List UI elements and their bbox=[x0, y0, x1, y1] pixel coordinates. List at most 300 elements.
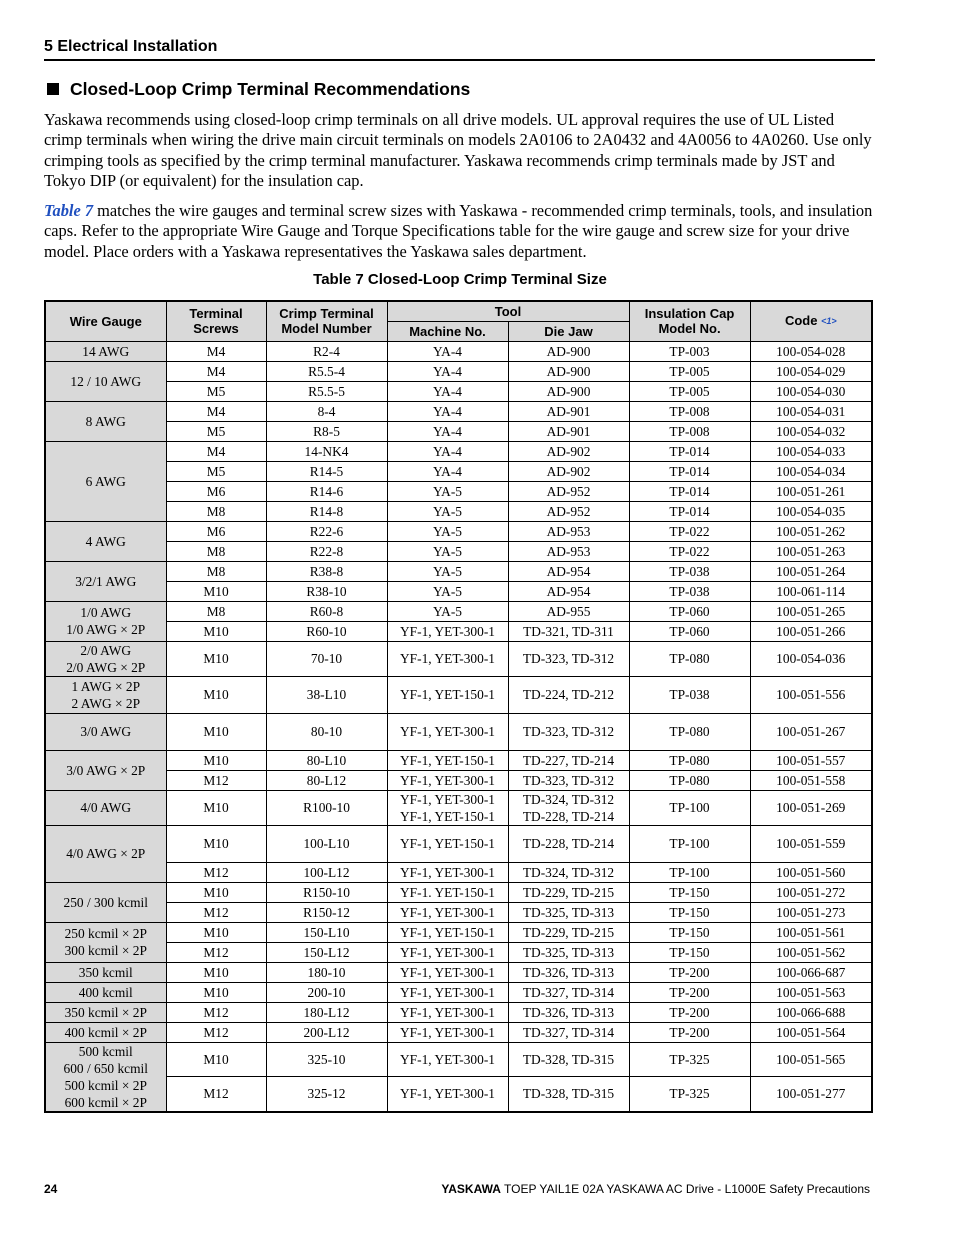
table-row bbox=[45, 441, 872, 461]
table-row bbox=[45, 621, 872, 641]
die-jaw-cell-line: TD-328, TD-315 bbox=[522, 1086, 615, 1102]
crimp-model-cell: R14-5 bbox=[266, 461, 387, 481]
machine-no-cell-line: YA-4 bbox=[432, 423, 462, 439]
table-7-link[interactable]: Table 7 bbox=[44, 201, 94, 220]
die-jaw-cell-line: AD-952 bbox=[546, 483, 591, 499]
table-row bbox=[45, 825, 872, 862]
machine-no-cell-line: YF-1, YET-300-1 bbox=[400, 772, 495, 788]
code-cell: 100-051-565 bbox=[750, 1042, 872, 1077]
terminal-screw-cell: M6 bbox=[166, 521, 266, 541]
insulation-cap-cell: TP-150 bbox=[629, 902, 750, 922]
die-jaw-cell bbox=[508, 641, 629, 676]
wire-gauge-line: 3/2/1 AWG bbox=[75, 573, 137, 589]
code-cell: 100-051-265 bbox=[750, 601, 872, 621]
machine-no-cell bbox=[387, 962, 508, 982]
machine-no-cell bbox=[387, 713, 508, 750]
table-row bbox=[45, 421, 872, 441]
die-jaw-cell bbox=[508, 676, 629, 713]
terminal-screw-cell: M12 bbox=[166, 862, 266, 882]
code-cell: 100-066-687 bbox=[750, 962, 872, 982]
table-row bbox=[45, 942, 872, 962]
terminal-screw-cell: M10 bbox=[166, 825, 266, 862]
machine-no-cell bbox=[387, 641, 508, 676]
code-cell: 100-054-031 bbox=[750, 401, 872, 421]
crimp-model-cell: R38-10 bbox=[266, 581, 387, 601]
machine-no-cell-line: YF-1, YET-150-1 bbox=[400, 687, 495, 702]
insulation-cap-cell: TP-038 bbox=[629, 561, 750, 581]
machine-no-cell-line: YF-1, YET-300-1 bbox=[400, 791, 495, 807]
machine-no-cell-line: YA-5 bbox=[432, 603, 462, 619]
code-cell: 100-051-556 bbox=[750, 676, 872, 713]
crimp-model-cell: 325-12 bbox=[266, 1077, 387, 1112]
die-jaw-cell-line: TD-229, TD-215 bbox=[522, 884, 615, 900]
wire-gauge-cell bbox=[45, 1002, 166, 1022]
wire-gauge-cell bbox=[45, 982, 166, 1002]
crimp-model-cell: 325-10 bbox=[266, 1042, 387, 1077]
terminal-screw-cell: M10 bbox=[166, 581, 266, 601]
insulation-cap-cell: TP-060 bbox=[629, 601, 750, 621]
insulation-cap-cell: TP-200 bbox=[629, 1002, 750, 1022]
table-row bbox=[45, 461, 872, 481]
header-insulation-cap: Insulation Cap Model No. bbox=[629, 301, 750, 341]
table-row bbox=[45, 882, 872, 902]
code-cell: 100-051-564 bbox=[750, 1022, 872, 1042]
die-jaw-cell bbox=[508, 750, 629, 770]
wire-gauge-line: 250 kcmil × 2P bbox=[64, 926, 147, 941]
terminal-screw-cell: M10 bbox=[166, 676, 266, 713]
wire-gauge-line: 500 kcmil × 2P bbox=[64, 1077, 147, 1093]
wire-gauge-line: 4/0 AWG bbox=[80, 800, 132, 815]
paragraph-intro: Yaskawa recommends using closed-loop crimp terminals on all drive models. UL approval requires the use of UL Listed crimp terminals when wiring the drive main circuit terminals on models 2A0106 to 2A0432 and 4A0056 to 4A0260. Use only crimping tools as specified by the crimp terminal manufacturer. Yaskawa recommends crimp terminals made by JST and Tokyo DIP (or equivalent) for the insulation cap. bbox=[44, 110, 872, 190]
table-row bbox=[45, 982, 872, 1002]
code-cell: 100-054-029 bbox=[750, 361, 872, 381]
crimp-model-cell: R2-4 bbox=[266, 341, 387, 361]
machine-no-cell-line: YF-1, YET-300-1 bbox=[400, 724, 495, 739]
insulation-cap-cell: TP-150 bbox=[629, 882, 750, 902]
wire-gauge-cell bbox=[45, 361, 166, 401]
table-row bbox=[45, 581, 872, 601]
machine-no-cell-line: YF-1, YET-300-1 bbox=[400, 944, 495, 960]
code-cell: 100-051-273 bbox=[750, 902, 872, 922]
terminal-screw-cell: M8 bbox=[166, 501, 266, 521]
terminal-screw-cell: M10 bbox=[166, 922, 266, 942]
die-jaw-cell-line: AD-952 bbox=[546, 503, 591, 519]
terminal-screw-cell: M12 bbox=[166, 1002, 266, 1022]
wire-gauge-line: 400 kcmil × 2P bbox=[64, 1024, 147, 1040]
code-cell: 100-054-034 bbox=[750, 461, 872, 481]
machine-no-cell-line: YA-4 bbox=[432, 463, 462, 479]
code-cell: 100-051-266 bbox=[750, 621, 872, 641]
die-jaw-cell-line: TD-324, TD-312 bbox=[522, 791, 615, 807]
crimp-model-cell: R100-10 bbox=[266, 790, 387, 825]
machine-no-cell bbox=[387, 750, 508, 770]
insulation-cap-cell: TP-080 bbox=[629, 713, 750, 750]
machine-no-cell bbox=[387, 541, 508, 561]
wire-gauge-line: 2/0 AWG × 2P bbox=[66, 659, 146, 675]
crimp-model-cell: R150-12 bbox=[266, 902, 387, 922]
terminal-screw-cell: M8 bbox=[166, 541, 266, 561]
die-jaw-cell bbox=[508, 790, 629, 825]
wire-gauge-cell bbox=[45, 521, 166, 561]
crimp-model-cell: R14-6 bbox=[266, 481, 387, 501]
wire-gauge-line: 8 AWG bbox=[85, 413, 126, 429]
code-cell: 100-051-277 bbox=[750, 1077, 872, 1112]
insulation-cap-cell: TP-100 bbox=[629, 862, 750, 882]
insulation-cap-cell: TP-014 bbox=[629, 501, 750, 521]
code-cell: 100-051-563 bbox=[750, 982, 872, 1002]
wire-gauge-cell bbox=[45, 962, 166, 982]
header-code bbox=[750, 301, 872, 341]
terminal-screw-cell: M12 bbox=[166, 1077, 266, 1112]
wire-gauge-line: 1/0 AWG × 2P bbox=[66, 622, 146, 637]
terminal-screw-cell: M8 bbox=[166, 601, 266, 621]
header-terminal-screws: Terminal Screws bbox=[166, 301, 266, 341]
insulation-cap-cell: TP-150 bbox=[629, 922, 750, 942]
table-row bbox=[45, 361, 872, 381]
insulation-cap-cell: TP-038 bbox=[629, 581, 750, 601]
footer-doc-title: TOEP YAIL1E 02A YASKAWA AC Drive - L1000E Safety Precautions bbox=[500, 1182, 870, 1196]
heading bbox=[47, 79, 470, 100]
die-jaw-cell bbox=[508, 441, 629, 461]
code-cell: 100-051-562 bbox=[750, 942, 872, 962]
machine-no-cell-line: YF-1. YET-150-1 bbox=[400, 884, 495, 900]
crimp-model-cell: 150-L10 bbox=[266, 922, 387, 942]
header-machine-no: Machine No. bbox=[387, 321, 508, 341]
code-cell: 100-054-028 bbox=[750, 341, 872, 361]
header-wire-gauge: Wire Gauge bbox=[45, 301, 166, 341]
machine-no-cell-line: YA-5 bbox=[432, 523, 462, 539]
die-jaw-cell bbox=[508, 501, 629, 521]
terminal-screw-cell: M8 bbox=[166, 561, 266, 581]
die-jaw-cell-line: TD-323, TD-312 bbox=[522, 651, 615, 666]
machine-no-cell-line: YA-4 bbox=[432, 403, 462, 419]
terminal-screw-cell: M10 bbox=[166, 882, 266, 902]
table-row bbox=[45, 341, 872, 361]
machine-no-cell bbox=[387, 1042, 508, 1077]
wire-gauge-cell bbox=[45, 401, 166, 441]
machine-no-cell bbox=[387, 882, 508, 902]
crimp-model-cell: 100-L12 bbox=[266, 862, 387, 882]
section-header: 5 Electrical Installation bbox=[44, 36, 875, 61]
die-jaw-cell bbox=[508, 521, 629, 541]
crimp-model-cell: R38-8 bbox=[266, 561, 387, 581]
die-jaw-cell-line: TD-327, TD-314 bbox=[522, 984, 615, 1000]
insulation-cap-cell: TP-060 bbox=[629, 621, 750, 641]
terminal-screw-cell: M12 bbox=[166, 1022, 266, 1042]
die-jaw-cell-line: AD-902 bbox=[546, 463, 591, 479]
die-jaw-cell-line: TD-327, TD-314 bbox=[522, 1024, 615, 1040]
machine-no-cell-line: YA-5 bbox=[432, 483, 462, 499]
wire-gauge-cell bbox=[45, 750, 166, 790]
machine-no-cell-line: YF-1, YET-300-1 bbox=[400, 864, 495, 880]
die-jaw-cell bbox=[508, 1042, 629, 1077]
terminal-screw-cell: M5 bbox=[166, 421, 266, 441]
code-cell: 100-051-269 bbox=[750, 790, 872, 825]
code-cell: 100-066-688 bbox=[750, 1002, 872, 1022]
die-jaw-cell-line: TD-323, TD-312 bbox=[522, 724, 615, 739]
crimp-model-cell: R60-10 bbox=[266, 621, 387, 641]
table-row bbox=[45, 922, 872, 942]
code-cell: 100-051-264 bbox=[750, 561, 872, 581]
die-jaw-cell bbox=[508, 1077, 629, 1112]
die-jaw-cell bbox=[508, 481, 629, 501]
die-jaw-cell bbox=[508, 541, 629, 561]
machine-no-cell-line: YA-4 bbox=[432, 383, 462, 399]
crimp-model-cell: 14-NK4 bbox=[266, 441, 387, 461]
terminal-screw-cell: M12 bbox=[166, 942, 266, 962]
die-jaw-cell bbox=[508, 421, 629, 441]
die-jaw-cell-line: TD-326, TD-313 bbox=[522, 1004, 615, 1020]
die-jaw-cell-line: TD-326, TD-313 bbox=[522, 964, 615, 980]
terminal-screw-cell: M12 bbox=[166, 902, 266, 922]
code-cell: 100-061-114 bbox=[750, 581, 872, 601]
code-cell: 100-054-035 bbox=[750, 501, 872, 521]
die-jaw-cell-line: AD-901 bbox=[546, 423, 591, 439]
code-cell: 100-054-036 bbox=[750, 641, 872, 676]
wire-gauge-cell bbox=[45, 713, 166, 750]
wire-gauge-line: 300 kcmil × 2P bbox=[64, 943, 147, 958]
die-jaw-cell-line: AD-902 bbox=[546, 443, 591, 459]
machine-no-cell-line: YF-1, YET-300-1 bbox=[400, 964, 495, 980]
wire-gauge-cell bbox=[45, 676, 166, 713]
terminal-screw-cell: M10 bbox=[166, 641, 266, 676]
wire-gauge-cell bbox=[45, 441, 166, 521]
table-row bbox=[45, 1022, 872, 1042]
machine-no-cell-line: YF-1, YET-300-1 bbox=[400, 984, 495, 1000]
die-jaw-cell-line: AD-955 bbox=[546, 603, 591, 619]
die-jaw-cell bbox=[508, 770, 629, 790]
insulation-cap-cell: TP-005 bbox=[629, 381, 750, 401]
wire-gauge-line: 1/0 AWG bbox=[80, 605, 132, 620]
terminal-screw-cell: M10 bbox=[166, 962, 266, 982]
wire-gauge-line: 600 / 650 kcmil bbox=[63, 1060, 148, 1076]
table-row bbox=[45, 381, 872, 401]
machine-no-cell bbox=[387, 441, 508, 461]
crimp-model-cell: R150-10 bbox=[266, 882, 387, 902]
code-cell: 100-054-033 bbox=[750, 441, 872, 461]
machine-no-cell bbox=[387, 1002, 508, 1022]
terminal-screw-cell: M10 bbox=[166, 790, 266, 825]
table-row bbox=[45, 713, 872, 750]
insulation-cap-cell: TP-325 bbox=[629, 1042, 750, 1077]
insulation-cap-cell: TP-008 bbox=[629, 401, 750, 421]
crimp-model-cell: 100-L10 bbox=[266, 825, 387, 862]
die-jaw-cell bbox=[508, 461, 629, 481]
die-jaw-cell bbox=[508, 862, 629, 882]
crimp-model-cell: 200-10 bbox=[266, 982, 387, 1002]
machine-no-cell bbox=[387, 581, 508, 601]
code-cell: 100-051-557 bbox=[750, 750, 872, 770]
wire-gauge-line: 1 AWG × 2P bbox=[71, 678, 141, 694]
table-row bbox=[45, 676, 872, 713]
wire-gauge-cell bbox=[45, 561, 166, 601]
die-jaw-cell bbox=[508, 601, 629, 621]
die-jaw-cell bbox=[508, 1022, 629, 1042]
code-cell: 100-051-272 bbox=[750, 882, 872, 902]
crimp-model-cell: 150-L12 bbox=[266, 942, 387, 962]
terminal-screw-cell: M4 bbox=[166, 361, 266, 381]
wire-gauge-cell bbox=[45, 341, 166, 361]
insulation-cap-cell: TP-008 bbox=[629, 421, 750, 441]
machine-no-cell bbox=[387, 521, 508, 541]
terminal-screw-cell: M10 bbox=[166, 750, 266, 770]
die-jaw-cell-line: TD-323, TD-312 bbox=[522, 772, 615, 788]
machine-no-cell bbox=[387, 790, 508, 825]
machine-no-cell-line: YF-1, YET-300-1 bbox=[400, 1086, 495, 1102]
crimp-model-cell: R5.5-4 bbox=[266, 361, 387, 381]
machine-no-cell-line: YF-1, YET-300-1 bbox=[400, 1004, 495, 1020]
table-row bbox=[45, 750, 872, 770]
die-jaw-cell bbox=[508, 621, 629, 641]
footer-doc-info bbox=[441, 1182, 870, 1196]
machine-no-cell bbox=[387, 501, 508, 521]
wire-gauge-cell bbox=[45, 1022, 166, 1042]
insulation-cap-cell: TP-080 bbox=[629, 750, 750, 770]
insulation-cap-cell: TP-080 bbox=[629, 641, 750, 676]
wire-gauge-line: 250 / 300 kcmil bbox=[63, 894, 148, 910]
wire-gauge-cell bbox=[45, 882, 166, 922]
wire-gauge-line: 350 kcmil bbox=[78, 964, 133, 980]
crimp-model-cell: R60-8 bbox=[266, 601, 387, 621]
machine-no-cell-line: YA-4 bbox=[432, 343, 462, 359]
wire-gauge-line: 4/0 AWG × 2P bbox=[66, 846, 146, 861]
wire-gauge-line: 2/0 AWG bbox=[80, 642, 132, 658]
code-cell: 100-051-262 bbox=[750, 521, 872, 541]
code-footnote-link[interactable]: <1> bbox=[821, 316, 837, 327]
insulation-cap-cell: TP-080 bbox=[629, 770, 750, 790]
machine-no-cell bbox=[387, 381, 508, 401]
die-jaw-cell bbox=[508, 561, 629, 581]
machine-no-cell bbox=[387, 862, 508, 882]
header-code-text: Code bbox=[784, 313, 818, 329]
insulation-cap-cell: TP-200 bbox=[629, 962, 750, 982]
wire-gauge-line: 500 kcmil bbox=[78, 1043, 133, 1059]
wire-gauge-cell bbox=[45, 790, 166, 825]
wire-gauge-line: 6 AWG bbox=[85, 473, 126, 489]
crimp-model-cell: 80-L12 bbox=[266, 770, 387, 790]
table-row bbox=[45, 601, 872, 621]
machine-no-cell bbox=[387, 942, 508, 962]
die-jaw-cell-line: TD-228, TD-214 bbox=[522, 836, 615, 851]
table-row bbox=[45, 1002, 872, 1022]
terminal-screw-cell: M10 bbox=[166, 621, 266, 641]
insulation-cap-cell: TP-003 bbox=[629, 341, 750, 361]
terminal-screw-cell: M10 bbox=[166, 982, 266, 1002]
table-row bbox=[45, 902, 872, 922]
die-jaw-cell-line: AD-954 bbox=[546, 583, 591, 599]
table-row bbox=[45, 541, 872, 561]
table-row bbox=[45, 862, 872, 882]
code-cell: 100-054-032 bbox=[750, 421, 872, 441]
machine-no-cell bbox=[387, 401, 508, 421]
table-row bbox=[45, 790, 872, 825]
table-row bbox=[45, 501, 872, 521]
wire-gauge-line: 3/0 AWG × 2P bbox=[66, 762, 146, 778]
die-jaw-cell bbox=[508, 902, 629, 922]
terminal-screw-cell: M4 bbox=[166, 441, 266, 461]
crimp-model-cell: 80-10 bbox=[266, 713, 387, 750]
die-jaw-cell-line: AD-954 bbox=[546, 563, 591, 579]
table-caption: Table 7 Closed-Loop Crimp Terminal Size bbox=[313, 271, 607, 288]
wire-gauge-cell bbox=[45, 825, 166, 882]
header-crimp-model: Crimp Terminal Model Number bbox=[266, 301, 387, 341]
insulation-cap-cell: TP-022 bbox=[629, 521, 750, 541]
die-jaw-cell bbox=[508, 713, 629, 750]
terminal-screw-cell: M5 bbox=[166, 381, 266, 401]
header-tool: Tool bbox=[387, 301, 629, 321]
machine-no-cell bbox=[387, 982, 508, 1002]
machine-no-cell bbox=[387, 421, 508, 441]
machine-no-cell bbox=[387, 621, 508, 641]
page-number: 24 bbox=[44, 1182, 58, 1196]
table-row bbox=[45, 1042, 872, 1077]
die-jaw-cell-line: TD-325, TD-313 bbox=[522, 904, 615, 920]
machine-no-cell bbox=[387, 825, 508, 862]
code-cell: 100-051-267 bbox=[750, 713, 872, 750]
die-jaw-cell bbox=[508, 581, 629, 601]
crimp-model-cell: R14-8 bbox=[266, 501, 387, 521]
crimp-model-cell: 180-10 bbox=[266, 962, 387, 982]
table-row bbox=[45, 561, 872, 581]
crimp-terminal-table bbox=[44, 300, 873, 1113]
machine-no-cell-line: YA-5 bbox=[432, 543, 462, 559]
crimp-model-cell: R22-6 bbox=[266, 521, 387, 541]
machine-no-cell bbox=[387, 461, 508, 481]
machine-no-cell-line: YA-4 bbox=[432, 363, 462, 379]
machine-no-cell-line: YF-1, YET-150-1 bbox=[400, 836, 495, 851]
wire-gauge-cell bbox=[45, 601, 166, 641]
die-jaw-cell-line: AD-900 bbox=[546, 343, 591, 359]
die-jaw-cell-line: AD-953 bbox=[546, 543, 591, 559]
insulation-cap-cell: TP-200 bbox=[629, 1022, 750, 1042]
table-body bbox=[45, 341, 872, 1112]
machine-no-cell bbox=[387, 676, 508, 713]
insulation-cap-cell: TP-014 bbox=[629, 461, 750, 481]
die-jaw-cell bbox=[508, 1002, 629, 1022]
wire-gauge-cell bbox=[45, 641, 166, 676]
die-jaw-cell-line: TD-321, TD-311 bbox=[523, 623, 614, 639]
code-cell: 100-051-561 bbox=[750, 922, 872, 942]
paragraph-table-reference-text: matches the wire gauges and terminal screw sizes with Yaskawa - recommended crimp terminals, tools, and insulation caps. Refer to the appropriate Wire Gauge and Torque Specifications table for the wire gauge and screw size for your drive model. Place orders with a Yaskawa representatives the Yaskawa sales department. bbox=[44, 201, 873, 261]
machine-no-cell bbox=[387, 481, 508, 501]
heading-text: Closed-Loop Crimp Terminal Recommendations bbox=[70, 79, 471, 99]
machine-no-cell-line: YF-1, YET-300-1 bbox=[400, 623, 495, 639]
machine-no-cell bbox=[387, 601, 508, 621]
machine-no-cell-line: YA-5 bbox=[432, 583, 462, 599]
wire-gauge-line: 3/0 AWG bbox=[80, 724, 132, 739]
die-jaw-cell-line: AD-953 bbox=[546, 523, 591, 539]
crimp-model-cell: 8-4 bbox=[266, 401, 387, 421]
die-jaw-cell bbox=[508, 962, 629, 982]
wire-gauge-cell bbox=[45, 1042, 166, 1112]
machine-no-cell-line: YA-5 bbox=[432, 503, 462, 519]
insulation-cap-cell: TP-014 bbox=[629, 441, 750, 461]
die-jaw-cell-line: TD-224, TD-212 bbox=[522, 687, 615, 702]
die-jaw-cell bbox=[508, 942, 629, 962]
crimp-model-cell: R8-5 bbox=[266, 421, 387, 441]
terminal-screw-cell: M4 bbox=[166, 341, 266, 361]
crimp-model-cell: R5.5-5 bbox=[266, 381, 387, 401]
machine-no-cell-line: YF-1, YET-150-1 bbox=[400, 924, 495, 940]
machine-no-cell bbox=[387, 361, 508, 381]
terminal-screw-cell: M5 bbox=[166, 461, 266, 481]
square-bullet-icon bbox=[47, 83, 59, 95]
insulation-cap-cell: TP-100 bbox=[629, 825, 750, 862]
wire-gauge-line: 12 / 10 AWG bbox=[70, 373, 142, 389]
crimp-model-cell: 200-L12 bbox=[266, 1022, 387, 1042]
machine-no-cell-line: YA-5 bbox=[432, 563, 462, 579]
machine-no-cell-line: YF-1, YET-300-1 bbox=[400, 904, 495, 920]
